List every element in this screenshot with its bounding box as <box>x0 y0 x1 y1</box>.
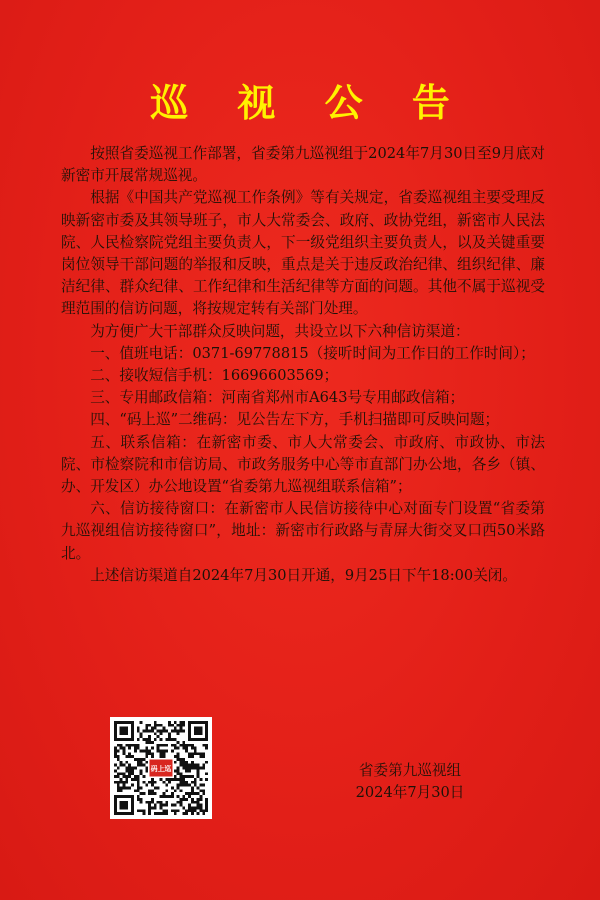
channel-phone: 一、值班电话：0371-69778815（接听时间为工作日的工作时间）； <box>90 344 535 362</box>
paragraph-channels-intro: 为方便广大干部群众反映问题，共设立以下六种信访渠道： <box>90 322 470 340</box>
qr-center-label: 码上巡 <box>150 765 172 774</box>
signature-block <box>330 760 490 804</box>
paragraph-intro: 按照省委巡视工作部署，省委第九巡视组于2024年7月30日至9月底对新密市开展常规巡视。 <box>61 145 545 185</box>
channel-qrcode: 四、“码上巡”二维码：见公告左下方，手机扫描即可反映问题； <box>90 411 500 429</box>
notice-title: 巡 视 公 告 <box>150 80 468 125</box>
channel-postbox: 三、专用邮政信箱：河南省郑州市A643号专用邮政信箱； <box>90 389 465 407</box>
signature-org: 省委第九巡视组 <box>358 762 462 779</box>
qr-code-icon <box>114 721 208 815</box>
paragraph-scope: 根据《中国共产党巡视工作条例》等有关规定，省委巡视组主要受理反映新密市委及其领导班子，市人大常委会、政府、政协党组，新密市人民法院、人民检察院党组主要负责人，下一级党组织主要负责人，以及关键重要岗位领导干部问题的举报和反映，重点是关于违反政治纪律、组织纪律、廉洁纪律、群众纪律、工作纪律和生活纪律等方面的问题。其他不属于巡视受理范围的信访问题，将按规定转有关部门处理。 <box>61 189 545 318</box>
channel-sms: 二、接收短信手机：16696603569； <box>90 367 339 385</box>
paragraph-schedule: 上述信访渠道自2024年7月30日开通，9月25日下午18:00关闭。 <box>90 566 517 584</box>
qr-code[interactable] <box>110 717 212 819</box>
notice-body <box>61 143 545 587</box>
channel-reception-window: 六、信访接待窗口：在新密市人民信访接待中心对面专门设置“省委第九巡视组信访接待窗口”，地址：新密市行政路与青屏大街交叉口西50米路北。 <box>61 500 545 562</box>
signature-date: 2024年7月30日 <box>355 784 465 801</box>
channel-mailbox: 五、联系信箱：在新密市委、市人大常委会、市政府、市政协、市法院、市检察院和市信访局、市政务服务中心等市直部门办公地，各乡（镇、办、开发区）办公地设置“省委第九巡视组联系信箱”； <box>61 433 545 496</box>
